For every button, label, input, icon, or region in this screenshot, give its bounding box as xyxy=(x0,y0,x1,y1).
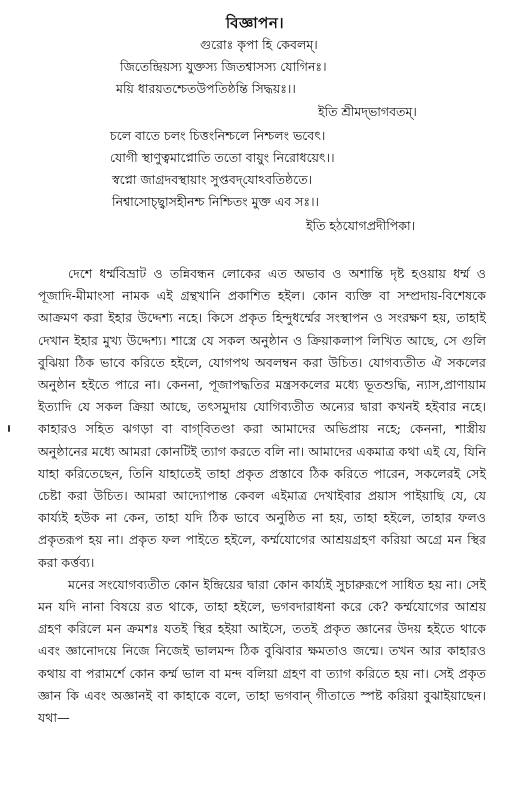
body-text xyxy=(38,263,486,729)
verse-line: চলে বাতে চলং চিত্তংনিশ্চলে নিশ্চলং ভবেৎ। xyxy=(110,128,326,143)
margin-mark xyxy=(8,425,10,432)
verse-line: যোগী স্থাণুত্বমাপ্নোতি ততো বায়ুং নিরোধয়েৎ।। xyxy=(110,150,335,165)
page-title: বিজ্ঞাপন। xyxy=(225,14,285,32)
verse-line: ময়ি ধারয়তশ্চেতউপতিষ্ঠন্তি সিদ্ধয়ঃ।। xyxy=(116,81,296,96)
verse-line: নিশ্বাসোচ্ছ্বাসহীনশ্চ নিশ্চিতং মুক্ত এব সঃ।। xyxy=(112,194,320,209)
verse-line: গুরোঃ কৃপা হি কেবলম্। xyxy=(200,37,318,52)
verse-source: ইতি শ্রীমদ্‌ভাগবতম্। xyxy=(318,104,417,119)
paragraph: মনের সংযোগব্যতীত কোন ইন্দ্রিয়ের দ্বারা কোন কার্য্যই সুচারুরূপে সাধিত হয় না। সেই মন যদি নানা বিষয়ে রত থাকে, তাহা হইলে, ভগবদারাধনা করে কে? কর্ম্মযোগের আশ্রয় গ্রহণ করিলে মন ক্রমশঃ যতই স্থির হইয়া আইসে, ততই প্রকৃত জ্ঞানের উদয় হইতে থাকে এবং জ্ঞানোদয়ে নিজে নিজেই ভালমন্দ ঠিক বুঝিবার ক্ষমতাও জন্মে। তখন আর কাহারও কথায় বা পরামর্শে কোন কর্ম্ম ভাল বা মন্দ বলিয়া গ্রহণ বা ত্যাগ করিতে হয় না। সেই প্রকৃত জ্ঞান কি এবং অজ্ঞানই বা কাহাকে বলে, তাহা ভগবান্ গীতাতে স্পষ্ট করিয়া বুঝাইয়াছেন। যথা— xyxy=(38,576,486,726)
verse-source: ইতি হঠযোগপ্রদীপিকা। xyxy=(306,218,416,233)
paragraph: দেশে ধর্ম্মবিভ্রাট ও তন্নিবন্ধন লোকের এত অভাব ও অশান্তি দৃষ্ট হওয়ায় ধর্ম্ম ও পূজাদি-মীমাংসা নামক এই গ্রন্থখানি প্রকাশিত হইল। কোন ব্যক্তি বা সম্প্রদায়-বিশেষকে আক্রমণ করা ইহার উদ্দেশ্য নহে। কিসে প্রকৃত হিন্দুধর্ম্মের সংস্থাপন ও সংরক্ষণ হয়, তাহাই দেখান ইহার মুখ্য উদ্দেশ্য। শাস্ত্রে যে সকল অনুষ্ঠান ও ক্রিয়াকলাপ লিখিত আছে, সে গুলি বুঝিয়া ঠিক ভাবে করিতে হইলে, যোগপথ অবলম্বন করা উচিত। যোগব্যতীত ঐ সকলের অনুষ্ঠান হইতে পারে না। কেননা, পূজাপদ্ধতির মন্ত্রসকলের মধ্যে ভূতশুদ্ধি, ন্যাস,প্রাণায়াম ইত্যাদি যে সকল ক্রিয়া আছে, তৎসমুদায় যোগিব্যতীত অন্যের দ্বারা কখনই হইবার নহে। কাহারও সহিত ঝগড়া বা বাগ্‌বিতণ্ডা করা আমাদের অভিপ্রায় নহে; কেননা, শাস্ত্রীয় অনুষ্ঠানের মধ্যে আমরা কোনটিই ত্যাগ করতে বলি না। আমাদের একমাত্র কথা এই যে, যিনি যাহা করিতেছেন, তিনি যাহাতেই তাহা প্রকৃত প্রস্তাবে ঠিক করিতে পারেন, সকলেরই সেই চেষ্টা করা উচিত। আমরা আদ্যোপান্ত কেবল এইমাত্র দেখাইবার প্রয়াস পাইয়াছি যে, যে কার্য্যই হউক না কেন, তাহা যদি ঠিক ভাবে অনুষ্ঠিত না হয়, তাহা হইলে, তাহার ফলও প্রকৃতরূপ হয় না। প্রকৃত ফল পাইতে হইলে, কর্ম্মযোগের আশ্রয়গ্রহণ করিয়া অগ্রে মন স্থির করা কর্ত্তব্য। xyxy=(38,266,486,570)
verse-line: স্বপ্নো জাগ্রদবস্থায়াং সুপ্তবদ্‌যোঽবতিষ্ঠতে। xyxy=(112,172,313,187)
verse-line: জিতেন্দ্রিয়স্য যুক্তস্য জিতশ্বাসস্য যোগিনঃ। xyxy=(120,59,327,74)
